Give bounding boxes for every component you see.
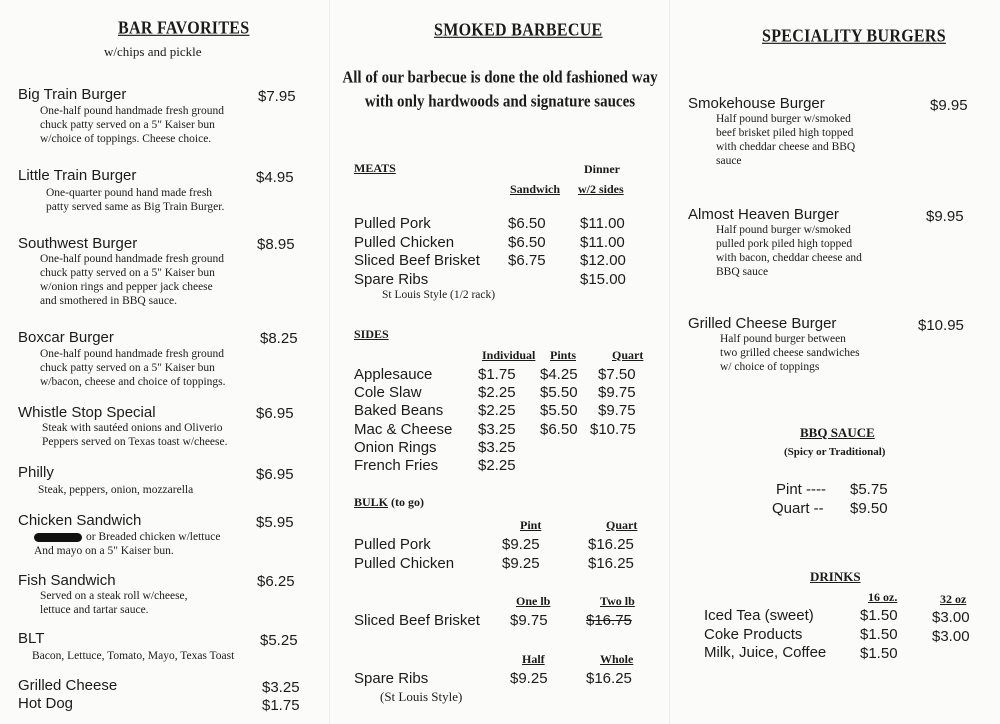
item-price: $6.25 (257, 573, 295, 590)
drink-name: Iced Tea (sweet) (704, 607, 814, 624)
item-price: $6.95 (256, 405, 294, 422)
side-price: $5.50 (540, 402, 578, 419)
meat-name: Spare Ribs (354, 271, 429, 288)
item-description: Half pound burger w/smoked beef brisket piled high topped with cheddar cheese and BBQ sauce (716, 113, 856, 167)
item-description: or Breaded chicken w/lettuce And mayo on a 5" Kaiser bun. (34, 531, 221, 557)
side-price: $2.25 (478, 384, 516, 401)
side-price: $4.25 (540, 366, 578, 383)
quart-header: Quart (606, 518, 638, 532)
drink-name: Coke Products (704, 626, 803, 643)
meat-dinner-price: $11.00 (580, 234, 625, 251)
ribs-whole-price: $16.25 (586, 670, 632, 687)
item-description: Bacon, Lettuce, Tomato, Mayo, Texas Toast (32, 650, 235, 662)
meat-sandwich-price: $6.50 (508, 234, 546, 251)
drink-price: $3.00 (932, 609, 970, 626)
bar-favorites-title: BAR FAVORITES (118, 18, 250, 39)
item-name: Hot Dog (18, 695, 74, 712)
item-price: $8.25 (260, 330, 298, 347)
side-name: French Fries (354, 457, 439, 474)
half-header: Half (522, 652, 545, 666)
meat-name: Sliced Beef Brisket (354, 252, 480, 269)
item-description: One-half pound handmade fresh ground chuck patty served on a 5" Kaiser bun w/onion rings and pepper jack cheese and smothered in BBQ sauce. (40, 253, 224, 307)
item-name: Boxcar Burger (18, 329, 114, 346)
meat-dinner-price: $12.00 (580, 252, 626, 269)
drinks-title: DRINKS (810, 569, 861, 584)
item-name: Chicken Sandwich (18, 512, 142, 529)
drink-price: $3.00 (932, 628, 970, 645)
side-name: Mac & Cheese (354, 421, 453, 438)
item-name: Almost Heaven Burger (688, 206, 839, 223)
side-price: $7.50 (598, 366, 636, 383)
item-price: $5.95 (256, 514, 294, 531)
item-price: $7.95 (258, 88, 296, 105)
side-price: $1.75 (478, 366, 516, 383)
bbq-sauce-title: BBQ SAUCE (800, 425, 875, 440)
item-description: Half pound burger between two grilled cheese sandwiches w/ choice of toppings (720, 333, 860, 373)
brisket-one-lb-price: $9.75 (510, 612, 548, 629)
item-name: Little Train Burger (18, 167, 137, 184)
item-price: $1.75 (262, 697, 300, 714)
sauce-size: Pint ---- (776, 481, 826, 498)
side-name: Cole Slaw (354, 384, 422, 401)
meat-name: Pulled Pork (354, 215, 431, 232)
bulk-item-price: $16.25 (588, 555, 634, 572)
item-name: BLT (18, 630, 45, 647)
item-price: $5.25 (260, 632, 298, 649)
bulk-item-price: $9.25 (502, 536, 540, 553)
side-price: $3.25 (478, 421, 516, 438)
quart-header: Quart (612, 348, 644, 362)
bulk-heading: BULK (to go) (354, 495, 425, 509)
side-name: Onion Rings (354, 439, 437, 456)
drink-price: $1.50 (860, 626, 898, 643)
pints-header: Pints (550, 348, 577, 362)
meat-sandwich-price: $6.75 (508, 252, 546, 269)
item-price: $4.95 (256, 169, 294, 186)
sauce-price: $5.75 (850, 481, 888, 498)
meat-dinner-price: $11.00 (580, 215, 625, 232)
bbq-sauce-subtitle: (Spicy or Traditional) (784, 446, 886, 458)
dinner-sides-header: w/2 sides (578, 182, 624, 196)
brisket-name: Sliced Beef Brisket (354, 612, 480, 629)
sides-heading: SIDES (354, 327, 389, 341)
meats-heading: MEATS (354, 161, 396, 175)
speciality-burgers-title: SPECIALITY BURGERS (762, 26, 946, 47)
meat-dinner-price: $15.00 (580, 271, 626, 288)
item-price: $6.95 (256, 466, 294, 483)
side-price: $9.75 (598, 384, 636, 401)
speciality-burgers-panel (670, 0, 1000, 724)
bbq-intro: All of our barbecue is done the old fashioned way with only hardwoods and signature sauces (342, 69, 658, 111)
side-price: $3.25 (478, 439, 516, 456)
item-description: Steak, peppers, onion, mozzarella (38, 484, 194, 496)
ribs-name: Spare Ribs (354, 670, 429, 687)
two-lb-header: Two lb (600, 594, 635, 608)
bar-favorites-subtitle: w/chips and pickle (104, 44, 202, 59)
item-name: Southwest Burger (18, 235, 138, 252)
thirty-two-oz-header: 32 oz (940, 592, 967, 606)
item-name: Grilled Cheese (18, 677, 118, 694)
brisket-two-lb-price: $16.75 (586, 612, 632, 629)
item-name: Smokehouse Burger (688, 95, 825, 112)
item-name: Grilled Cheese Burger (688, 315, 837, 332)
side-price: $10.75 (590, 421, 636, 438)
item-description: One-quarter pound hand made fresh patty served same as Big Train Burger. (46, 187, 225, 213)
bulk-item-name: Pulled Pork (354, 536, 431, 553)
bulk-item-name: Pulled Chicken (354, 555, 455, 572)
redaction-mark (34, 533, 82, 542)
meat-name: Pulled Chicken (354, 234, 455, 251)
item-price: $3.25 (262, 679, 300, 696)
dinner-header: Dinner (584, 162, 620, 176)
item-price: $8.95 (257, 236, 295, 253)
item-name: Whistle Stop Special (18, 404, 156, 421)
pint-header: Pint (520, 518, 542, 532)
drink-price: $1.50 (860, 607, 898, 624)
item-description: One-half pound handmade fresh ground chuck patty served on a 5" Kaiser bun w/choice of toppings. Cheese choice. (40, 105, 224, 145)
item-description: Served on a steak roll w/cheese, lettuce and tartar sauce. (40, 590, 188, 616)
drink-name: Milk, Juice, Coffee (704, 644, 827, 661)
whole-header: Whole (600, 652, 634, 666)
item-name: Philly (18, 464, 54, 481)
smoked-barbecue-title: SMOKED BARBECUE (434, 20, 603, 41)
item-name: Fish Sandwich (18, 572, 116, 589)
sandwich-header: Sandwich (510, 182, 561, 196)
drink-price: $1.50 (860, 645, 898, 662)
item-description: Half pound burger w/smoked pulled pork piled high topped with bacon, cheddar cheese and BBQ sauce (716, 224, 862, 278)
item-price: $9.95 (930, 97, 968, 114)
bulk-item-price: $16.25 (588, 536, 634, 553)
item-name: Big Train Burger (18, 86, 127, 103)
bulk-item-price: $9.25 (502, 555, 540, 572)
item-description: Steak with sautéed onions and Oliverio Peppers served on Texas toast w/cheese. (42, 422, 228, 448)
bar-favorites-panel (0, 0, 330, 724)
side-price: $2.25 (478, 457, 516, 474)
item-price: $9.95 (926, 208, 964, 225)
individual-header: Individual (482, 348, 536, 362)
spare-ribs-note: St Louis Style (1/2 rack) (382, 289, 496, 301)
side-price: $6.50 (540, 421, 578, 438)
ribs-note: (St Louis Style) (380, 689, 463, 704)
side-price: $5.50 (540, 384, 578, 401)
meat-sandwich-price: $6.50 (508, 215, 546, 232)
sixteen-oz-header: 16 oz. (868, 590, 898, 604)
ribs-half-price: $9.25 (510, 670, 548, 687)
sauce-size: Quart -- (772, 500, 824, 517)
side-price: $2.25 (478, 402, 516, 419)
sauce-price: $9.50 (850, 500, 888, 517)
side-name: Applesauce (354, 366, 433, 383)
side-name: Baked Beans (354, 402, 444, 419)
item-price: $10.95 (918, 317, 964, 334)
smoked-barbecue-panel (330, 0, 670, 724)
side-price: $9.75 (598, 402, 636, 419)
one-lb-header: One lb (516, 594, 551, 608)
item-description: One-half pound handmade fresh ground chuck patty served on a 5" Kaiser bun w/bacon, cheese and choice of toppings. (40, 348, 226, 388)
